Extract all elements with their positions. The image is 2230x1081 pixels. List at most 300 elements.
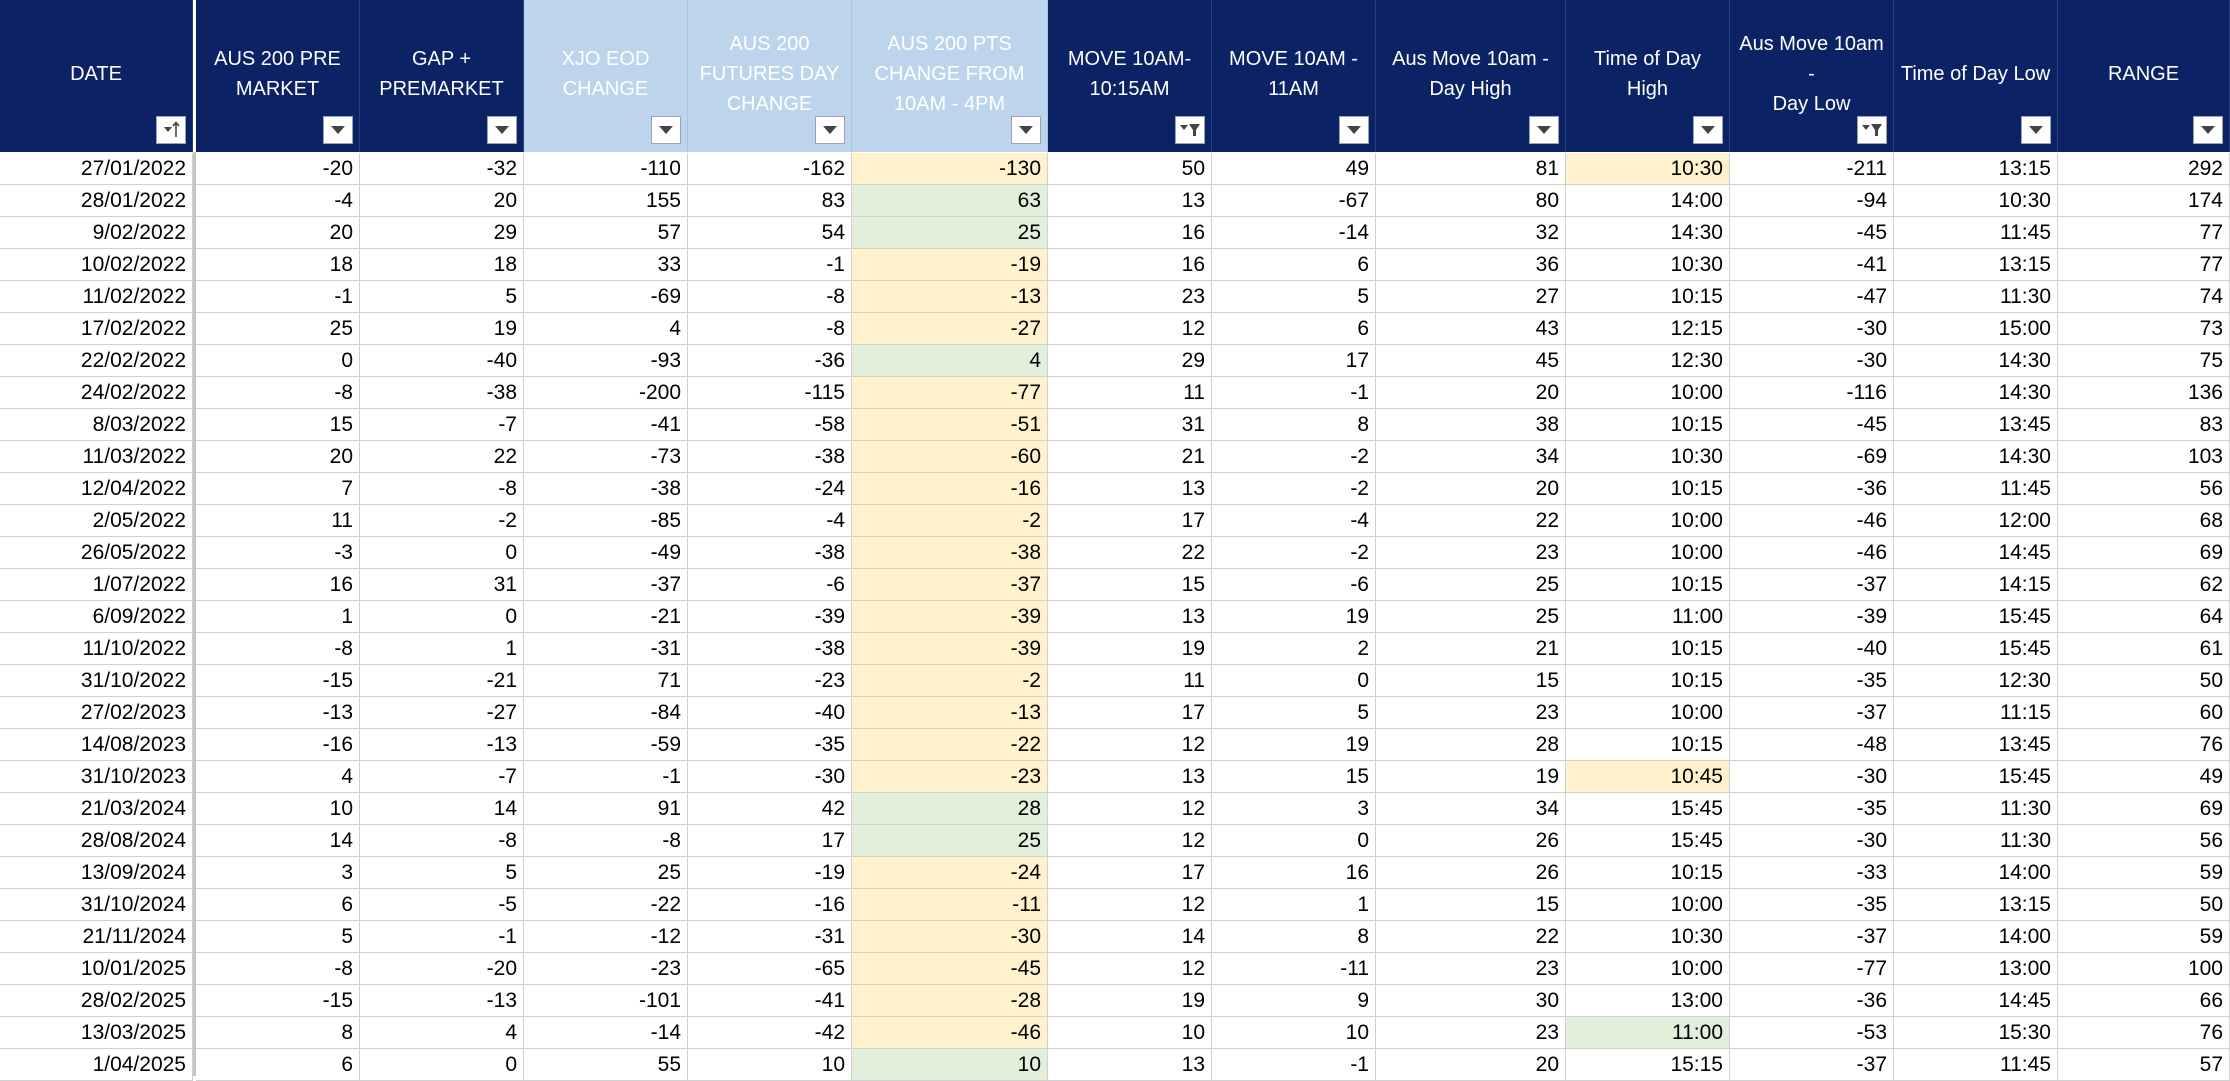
cell-pre_market[interactable]: -13 <box>196 697 360 729</box>
cell-move_low[interactable]: -30 <box>1730 313 1894 345</box>
cell-gap_premarket[interactable]: -27 <box>360 697 524 729</box>
cell-range[interactable]: 100 <box>2058 953 2230 985</box>
cell-futures_day[interactable]: -115 <box>688 377 852 409</box>
cell-pre_market[interactable]: -16 <box>196 729 360 761</box>
cell-range[interactable]: 62 <box>2058 569 2230 601</box>
dropdown-arrow-button[interactable] <box>1011 116 1041 144</box>
cell-futures_day[interactable]: -36 <box>688 345 852 377</box>
cell-range[interactable]: 74 <box>2058 281 2230 313</box>
cell-move_high[interactable]: 20 <box>1376 1049 1566 1081</box>
cell-futures_day[interactable]: -1 <box>688 249 852 281</box>
cell-gap_premarket[interactable]: 19 <box>360 313 524 345</box>
cell-time_high[interactable]: 13:00 <box>1566 985 1730 1017</box>
cell-move_10_11[interactable]: -2 <box>1212 473 1376 505</box>
cell-time_low[interactable]: 11:45 <box>1894 1049 2058 1081</box>
cell-move_high[interactable]: 36 <box>1376 249 1566 281</box>
cell-range[interactable]: 69 <box>2058 537 2230 569</box>
cell-pts_10_4[interactable]: -77 <box>852 377 1048 409</box>
cell-xjo_eod[interactable]: 91 <box>524 793 688 825</box>
cell-range[interactable]: 59 <box>2058 921 2230 953</box>
cell-futures_day[interactable]: -58 <box>688 409 852 441</box>
cell-pre_market[interactable]: -8 <box>196 633 360 665</box>
cell-move_low[interactable]: -36 <box>1730 473 1894 505</box>
cell-xjo_eod[interactable]: 71 <box>524 665 688 697</box>
cell-gap_premarket[interactable]: -13 <box>360 729 524 761</box>
cell-futures_day[interactable]: -38 <box>688 537 852 569</box>
cell-date[interactable]: 31/10/2023 <box>0 761 193 793</box>
cell-pre_market[interactable]: -8 <box>196 953 360 985</box>
cell-time_high[interactable]: 10:15 <box>1566 473 1730 505</box>
cell-time_high[interactable]: 10:15 <box>1566 633 1730 665</box>
cell-gap_premarket[interactable]: 5 <box>360 281 524 313</box>
cell-move_10_1015[interactable]: 16 <box>1048 217 1212 249</box>
cell-move_low[interactable]: -116 <box>1730 377 1894 409</box>
cell-move_low[interactable]: -37 <box>1730 1049 1894 1081</box>
cell-move_10_11[interactable]: 0 <box>1212 825 1376 857</box>
cell-range[interactable]: 76 <box>2058 1017 2230 1049</box>
cell-move_10_11[interactable]: 15 <box>1212 761 1376 793</box>
cell-date[interactable]: 11/03/2022 <box>0 441 193 473</box>
cell-time_low[interactable]: 15:45 <box>1894 633 2058 665</box>
cell-move_10_1015[interactable]: 50 <box>1048 153 1212 185</box>
cell-move_10_1015[interactable]: 17 <box>1048 857 1212 889</box>
cell-move_low[interactable]: -37 <box>1730 569 1894 601</box>
cell-move_10_1015[interactable]: 12 <box>1048 825 1212 857</box>
cell-xjo_eod[interactable]: -49 <box>524 537 688 569</box>
cell-gap_premarket[interactable]: 0 <box>360 537 524 569</box>
cell-move_10_1015[interactable]: 17 <box>1048 505 1212 537</box>
cell-move_high[interactable]: 23 <box>1376 537 1566 569</box>
cell-futures_day[interactable]: -8 <box>688 313 852 345</box>
cell-move_10_1015[interactable]: 14 <box>1048 921 1212 953</box>
cell-time_high[interactable]: 10:15 <box>1566 857 1730 889</box>
cell-move_low[interactable]: -45 <box>1730 217 1894 249</box>
cell-move_10_1015[interactable]: 17 <box>1048 697 1212 729</box>
cell-futures_day[interactable]: -16 <box>688 889 852 921</box>
cell-move_10_11[interactable]: 49 <box>1212 153 1376 185</box>
cell-date[interactable]: 28/01/2022 <box>0 185 193 217</box>
cell-futures_day[interactable]: -162 <box>688 153 852 185</box>
cell-pre_market[interactable]: 6 <box>196 1049 360 1081</box>
cell-futures_day[interactable]: -41 <box>688 985 852 1017</box>
cell-gap_premarket[interactable]: -20 <box>360 953 524 985</box>
cell-gap_premarket[interactable]: 18 <box>360 249 524 281</box>
cell-date[interactable]: 2/05/2022 <box>0 505 193 537</box>
cell-move_low[interactable]: -46 <box>1730 505 1894 537</box>
cell-move_high[interactable]: 80 <box>1376 185 1566 217</box>
column-header-range[interactable] <box>2058 0 2230 152</box>
cell-pts_10_4[interactable]: -27 <box>852 313 1048 345</box>
cell-pts_10_4[interactable]: -46 <box>852 1017 1048 1049</box>
cell-xjo_eod[interactable]: -41 <box>524 409 688 441</box>
cell-xjo_eod[interactable]: -200 <box>524 377 688 409</box>
cell-futures_day[interactable]: -65 <box>688 953 852 985</box>
dropdown-arrow-button[interactable] <box>1693 116 1723 144</box>
cell-xjo_eod[interactable]: 4 <box>524 313 688 345</box>
cell-pre_market[interactable]: -15 <box>196 985 360 1017</box>
cell-move_10_11[interactable]: 19 <box>1212 729 1376 761</box>
cell-time_high[interactable]: 10:00 <box>1566 537 1730 569</box>
cell-move_10_11[interactable]: 17 <box>1212 345 1376 377</box>
cell-pre_market[interactable]: -8 <box>196 377 360 409</box>
cell-time_high[interactable]: 15:45 <box>1566 825 1730 857</box>
cell-gap_premarket[interactable]: -8 <box>360 473 524 505</box>
cell-move_10_1015[interactable]: 11 <box>1048 377 1212 409</box>
cell-pre_market[interactable]: 14 <box>196 825 360 857</box>
cell-move_10_11[interactable]: -2 <box>1212 441 1376 473</box>
cell-move_high[interactable]: 22 <box>1376 921 1566 953</box>
cell-futures_day[interactable]: -23 <box>688 665 852 697</box>
cell-pre_market[interactable]: 11 <box>196 505 360 537</box>
cell-futures_day[interactable]: -35 <box>688 729 852 761</box>
cell-xjo_eod[interactable]: -14 <box>524 1017 688 1049</box>
cell-move_low[interactable]: -77 <box>1730 953 1894 985</box>
cell-move_high[interactable]: 81 <box>1376 153 1566 185</box>
cell-move_10_11[interactable]: 16 <box>1212 857 1376 889</box>
cell-range[interactable]: 68 <box>2058 505 2230 537</box>
cell-move_low[interactable]: -40 <box>1730 633 1894 665</box>
cell-move_low[interactable]: -30 <box>1730 345 1894 377</box>
cell-time_low[interactable]: 12:30 <box>1894 665 2058 697</box>
column-header-time_low[interactable] <box>1894 0 2058 152</box>
cell-pre_market[interactable]: 8 <box>196 1017 360 1049</box>
cell-time_low[interactable]: 10:30 <box>1894 185 2058 217</box>
cell-date[interactable]: 21/11/2024 <box>0 921 193 953</box>
cell-date[interactable]: 14/08/2023 <box>0 729 193 761</box>
cell-time_high[interactable]: 15:15 <box>1566 1049 1730 1081</box>
filter-active-button[interactable] <box>1857 116 1887 144</box>
cell-move_10_11[interactable]: 6 <box>1212 313 1376 345</box>
cell-move_low[interactable]: -30 <box>1730 761 1894 793</box>
cell-move_10_11[interactable]: 19 <box>1212 601 1376 633</box>
cell-time_low[interactable]: 13:15 <box>1894 153 2058 185</box>
cell-xjo_eod[interactable]: 55 <box>524 1049 688 1081</box>
column-header-xjo_eod[interactable] <box>524 0 688 152</box>
cell-range[interactable]: 66 <box>2058 985 2230 1017</box>
cell-move_10_11[interactable]: 8 <box>1212 409 1376 441</box>
cell-range[interactable]: 50 <box>2058 665 2230 697</box>
cell-pre_market[interactable]: -4 <box>196 185 360 217</box>
cell-pre_market[interactable]: -3 <box>196 537 360 569</box>
cell-futures_day[interactable]: -6 <box>688 569 852 601</box>
cell-pre_market[interactable]: -20 <box>196 153 360 185</box>
column-header-time_high[interactable] <box>1566 0 1730 152</box>
cell-move_10_1015[interactable]: 13 <box>1048 761 1212 793</box>
cell-gap_premarket[interactable]: -8 <box>360 825 524 857</box>
cell-move_10_1015[interactable]: 10 <box>1048 1017 1212 1049</box>
cell-move_high[interactable]: 23 <box>1376 697 1566 729</box>
cell-pts_10_4[interactable]: -28 <box>852 985 1048 1017</box>
cell-xjo_eod[interactable]: 25 <box>524 857 688 889</box>
cell-move_low[interactable]: -41 <box>1730 249 1894 281</box>
cell-time_low[interactable]: 15:30 <box>1894 1017 2058 1049</box>
cell-pre_market[interactable]: 3 <box>196 857 360 889</box>
cell-futures_day[interactable]: -31 <box>688 921 852 953</box>
cell-move_10_1015[interactable]: 12 <box>1048 953 1212 985</box>
cell-time_low[interactable]: 13:45 <box>1894 729 2058 761</box>
cell-move_10_1015[interactable]: 29 <box>1048 345 1212 377</box>
cell-xjo_eod[interactable]: -101 <box>524 985 688 1017</box>
cell-gap_premarket[interactable]: -7 <box>360 409 524 441</box>
cell-time_high[interactable]: 10:30 <box>1566 249 1730 281</box>
cell-time_low[interactable]: 15:00 <box>1894 313 2058 345</box>
cell-futures_day[interactable]: -24 <box>688 473 852 505</box>
cell-xjo_eod[interactable]: -73 <box>524 441 688 473</box>
cell-pre_market[interactable]: -15 <box>196 665 360 697</box>
cell-time_low[interactable]: 11:45 <box>1894 473 2058 505</box>
cell-gap_premarket[interactable]: -7 <box>360 761 524 793</box>
cell-pts_10_4[interactable]: -60 <box>852 441 1048 473</box>
cell-xjo_eod[interactable]: -22 <box>524 889 688 921</box>
cell-move_high[interactable]: 20 <box>1376 377 1566 409</box>
cell-time_low[interactable]: 14:45 <box>1894 985 2058 1017</box>
cell-time_high[interactable]: 10:00 <box>1566 953 1730 985</box>
cell-pre_market[interactable]: 0 <box>196 345 360 377</box>
cell-time_high[interactable]: 10:15 <box>1566 281 1730 313</box>
cell-date[interactable]: 10/02/2022 <box>0 249 193 281</box>
cell-date[interactable]: 6/09/2022 <box>0 601 193 633</box>
cell-move_10_1015[interactable]: 19 <box>1048 633 1212 665</box>
cell-date[interactable]: 22/02/2022 <box>0 345 193 377</box>
cell-pts_10_4[interactable]: 4 <box>852 345 1048 377</box>
cell-gap_premarket[interactable]: 20 <box>360 185 524 217</box>
cell-move_high[interactable]: 20 <box>1376 473 1566 505</box>
cell-time_high[interactable]: 10:45 <box>1566 761 1730 793</box>
cell-move_high[interactable]: 43 <box>1376 313 1566 345</box>
cell-pts_10_4[interactable]: -2 <box>852 505 1048 537</box>
cell-move_low[interactable]: -37 <box>1730 921 1894 953</box>
cell-move_high[interactable]: 19 <box>1376 761 1566 793</box>
cell-move_high[interactable]: 15 <box>1376 889 1566 921</box>
cell-move_high[interactable]: 15 <box>1376 665 1566 697</box>
cell-pts_10_4[interactable]: -39 <box>852 633 1048 665</box>
cell-move_10_1015[interactable]: 12 <box>1048 729 1212 761</box>
column-header-gap_premarket[interactable] <box>360 0 524 152</box>
cell-date[interactable]: 11/10/2022 <box>0 633 193 665</box>
column-header-pts_10_4[interactable] <box>852 0 1048 152</box>
cell-move_low[interactable]: -37 <box>1730 697 1894 729</box>
cell-time_high[interactable]: 10:30 <box>1566 441 1730 473</box>
cell-pts_10_4[interactable]: -30 <box>852 921 1048 953</box>
cell-time_low[interactable]: 12:00 <box>1894 505 2058 537</box>
cell-xjo_eod[interactable]: -69 <box>524 281 688 313</box>
cell-futures_day[interactable]: 42 <box>688 793 852 825</box>
cell-move_high[interactable]: 25 <box>1376 569 1566 601</box>
cell-time_low[interactable]: 15:45 <box>1894 761 2058 793</box>
cell-move_10_11[interactable]: 9 <box>1212 985 1376 1017</box>
cell-move_low[interactable]: -35 <box>1730 793 1894 825</box>
cell-move_high[interactable]: 22 <box>1376 505 1566 537</box>
cell-pts_10_4[interactable]: -45 <box>852 953 1048 985</box>
cell-xjo_eod[interactable]: -85 <box>524 505 688 537</box>
cell-gap_premarket[interactable]: -32 <box>360 153 524 185</box>
cell-move_10_1015[interactable]: 23 <box>1048 281 1212 313</box>
cell-pts_10_4[interactable]: -24 <box>852 857 1048 889</box>
cell-move_10_1015[interactable]: 13 <box>1048 601 1212 633</box>
cell-futures_day[interactable]: 10 <box>688 1049 852 1081</box>
cell-date[interactable]: 8/03/2022 <box>0 409 193 441</box>
cell-range[interactable]: 75 <box>2058 345 2230 377</box>
cell-xjo_eod[interactable]: -21 <box>524 601 688 633</box>
cell-pts_10_4[interactable]: -19 <box>852 249 1048 281</box>
cell-time_high[interactable]: 10:00 <box>1566 697 1730 729</box>
cell-futures_day[interactable]: 17 <box>688 825 852 857</box>
cell-time_low[interactable]: 14:30 <box>1894 345 2058 377</box>
cell-gap_premarket[interactable]: 5 <box>360 857 524 889</box>
cell-time_low[interactable]: 11:15 <box>1894 697 2058 729</box>
cell-time_low[interactable]: 13:45 <box>1894 409 2058 441</box>
cell-move_low[interactable]: -30 <box>1730 825 1894 857</box>
cell-date[interactable]: 31/10/2022 <box>0 665 193 697</box>
cell-gap_premarket[interactable]: 0 <box>360 601 524 633</box>
cell-futures_day[interactable]: 54 <box>688 217 852 249</box>
cell-time_high[interactable]: 14:00 <box>1566 185 1730 217</box>
cell-time_low[interactable]: 13:15 <box>1894 889 2058 921</box>
cell-pts_10_4[interactable]: 28 <box>852 793 1048 825</box>
cell-date[interactable]: 12/04/2022 <box>0 473 193 505</box>
cell-gap_premarket[interactable]: 0 <box>360 1049 524 1081</box>
cell-pts_10_4[interactable]: 25 <box>852 217 1048 249</box>
column-header-move_high[interactable] <box>1376 0 1566 152</box>
cell-pts_10_4[interactable]: -23 <box>852 761 1048 793</box>
cell-futures_day[interactable]: 83 <box>688 185 852 217</box>
cell-time_low[interactable]: 11:30 <box>1894 825 2058 857</box>
cell-gap_premarket[interactable]: 14 <box>360 793 524 825</box>
cell-date[interactable]: 13/03/2025 <box>0 1017 193 1049</box>
cell-range[interactable]: 57 <box>2058 1049 2230 1081</box>
cell-move_10_11[interactable]: 6 <box>1212 249 1376 281</box>
cell-time_high[interactable]: 10:15 <box>1566 409 1730 441</box>
cell-pts_10_4[interactable]: 25 <box>852 825 1048 857</box>
cell-futures_day[interactable]: -38 <box>688 633 852 665</box>
cell-futures_day[interactable]: -42 <box>688 1017 852 1049</box>
cell-move_10_1015[interactable]: 16 <box>1048 249 1212 281</box>
cell-move_high[interactable]: 21 <box>1376 633 1566 665</box>
cell-move_low[interactable]: -47 <box>1730 281 1894 313</box>
cell-move_10_11[interactable]: 1 <box>1212 889 1376 921</box>
cell-time_low[interactable]: 15:45 <box>1894 601 2058 633</box>
cell-time_high[interactable]: 10:15 <box>1566 729 1730 761</box>
cell-futures_day[interactable]: -4 <box>688 505 852 537</box>
cell-pre_market[interactable]: 20 <box>196 217 360 249</box>
cell-date[interactable]: 1/07/2022 <box>0 569 193 601</box>
cell-move_10_11[interactable]: -11 <box>1212 953 1376 985</box>
cell-pre_market[interactable]: 18 <box>196 249 360 281</box>
cell-time_high[interactable]: 10:15 <box>1566 569 1730 601</box>
cell-move_10_11[interactable]: 3 <box>1212 793 1376 825</box>
cell-move_low[interactable]: -46 <box>1730 537 1894 569</box>
cell-range[interactable]: 59 <box>2058 857 2230 889</box>
cell-xjo_eod[interactable]: -59 <box>524 729 688 761</box>
cell-xjo_eod[interactable]: -8 <box>524 825 688 857</box>
cell-time_high[interactable]: 11:00 <box>1566 601 1730 633</box>
cell-time_high[interactable]: 14:30 <box>1566 217 1730 249</box>
cell-move_10_1015[interactable]: 12 <box>1048 313 1212 345</box>
column-header-date[interactable] <box>0 0 193 152</box>
cell-pre_market[interactable]: 7 <box>196 473 360 505</box>
cell-xjo_eod[interactable]: -38 <box>524 473 688 505</box>
cell-range[interactable]: 69 <box>2058 793 2230 825</box>
cell-pts_10_4[interactable]: -13 <box>852 281 1048 313</box>
cell-date[interactable]: 24/02/2022 <box>0 377 193 409</box>
cell-pts_10_4[interactable]: -2 <box>852 665 1048 697</box>
cell-move_10_1015[interactable]: 21 <box>1048 441 1212 473</box>
cell-move_10_11[interactable]: 10 <box>1212 1017 1376 1049</box>
cell-range[interactable]: 174 <box>2058 185 2230 217</box>
cell-pre_market[interactable]: 16 <box>196 569 360 601</box>
cell-pts_10_4[interactable]: -16 <box>852 473 1048 505</box>
cell-pre_market[interactable]: 5 <box>196 921 360 953</box>
cell-move_high[interactable]: 38 <box>1376 409 1566 441</box>
cell-futures_day[interactable]: -39 <box>688 601 852 633</box>
dropdown-arrow-button[interactable] <box>651 116 681 144</box>
cell-pre_market[interactable]: 25 <box>196 313 360 345</box>
cell-pts_10_4[interactable]: -13 <box>852 697 1048 729</box>
cell-move_low[interactable]: -48 <box>1730 729 1894 761</box>
cell-xjo_eod[interactable]: -12 <box>524 921 688 953</box>
cell-gap_premarket[interactable]: 31 <box>360 569 524 601</box>
cell-move_10_11[interactable]: -67 <box>1212 185 1376 217</box>
cell-gap_premarket[interactable]: 22 <box>360 441 524 473</box>
cell-range[interactable]: 50 <box>2058 889 2230 921</box>
cell-gap_premarket[interactable]: -1 <box>360 921 524 953</box>
cell-xjo_eod[interactable]: -37 <box>524 569 688 601</box>
cell-date[interactable]: 10/01/2025 <box>0 953 193 985</box>
cell-move_low[interactable]: -39 <box>1730 601 1894 633</box>
cell-move_high[interactable]: 28 <box>1376 729 1566 761</box>
cell-pts_10_4[interactable]: -38 <box>852 537 1048 569</box>
cell-time_high[interactable]: 11:00 <box>1566 1017 1730 1049</box>
cell-time_low[interactable]: 11:30 <box>1894 793 2058 825</box>
column-header-move_10_1015[interactable] <box>1048 0 1212 152</box>
cell-pts_10_4[interactable]: -37 <box>852 569 1048 601</box>
cell-futures_day[interactable]: -38 <box>688 441 852 473</box>
cell-time_low[interactable]: 14:30 <box>1894 441 2058 473</box>
cell-move_10_1015[interactable]: 31 <box>1048 409 1212 441</box>
dropdown-arrow-button[interactable] <box>1339 116 1369 144</box>
cell-move_low[interactable]: -35 <box>1730 665 1894 697</box>
cell-time_high[interactable]: 10:30 <box>1566 921 1730 953</box>
cell-move_10_11[interactable]: -6 <box>1212 569 1376 601</box>
cell-move_low[interactable]: -69 <box>1730 441 1894 473</box>
cell-range[interactable]: 136 <box>2058 377 2230 409</box>
cell-time_high[interactable]: 10:15 <box>1566 665 1730 697</box>
cell-move_low[interactable]: -211 <box>1730 153 1894 185</box>
cell-move_low[interactable]: -33 <box>1730 857 1894 889</box>
cell-move_high[interactable]: 30 <box>1376 985 1566 1017</box>
cell-pts_10_4[interactable]: 10 <box>852 1049 1048 1081</box>
cell-move_10_11[interactable]: -14 <box>1212 217 1376 249</box>
cell-time_low[interactable]: 14:00 <box>1894 921 2058 953</box>
cell-pre_market[interactable]: 1 <box>196 601 360 633</box>
cell-range[interactable]: 76 <box>2058 729 2230 761</box>
cell-date[interactable]: 17/02/2022 <box>0 313 193 345</box>
cell-range[interactable]: 292 <box>2058 153 2230 185</box>
cell-move_high[interactable]: 26 <box>1376 857 1566 889</box>
cell-date[interactable]: 21/03/2024 <box>0 793 193 825</box>
cell-pre_market[interactable]: 4 <box>196 761 360 793</box>
cell-move_10_11[interactable]: -1 <box>1212 377 1376 409</box>
cell-range[interactable]: 56 <box>2058 825 2230 857</box>
cell-gap_premarket[interactable]: -40 <box>360 345 524 377</box>
cell-futures_day[interactable]: -19 <box>688 857 852 889</box>
cell-pre_market[interactable]: 10 <box>196 793 360 825</box>
cell-pre_market[interactable]: 20 <box>196 441 360 473</box>
cell-pts_10_4[interactable]: -22 <box>852 729 1048 761</box>
cell-xjo_eod[interactable]: -110 <box>524 153 688 185</box>
cell-time_low[interactable]: 13:15 <box>1894 249 2058 281</box>
dropdown-arrow-button[interactable] <box>1529 116 1559 144</box>
